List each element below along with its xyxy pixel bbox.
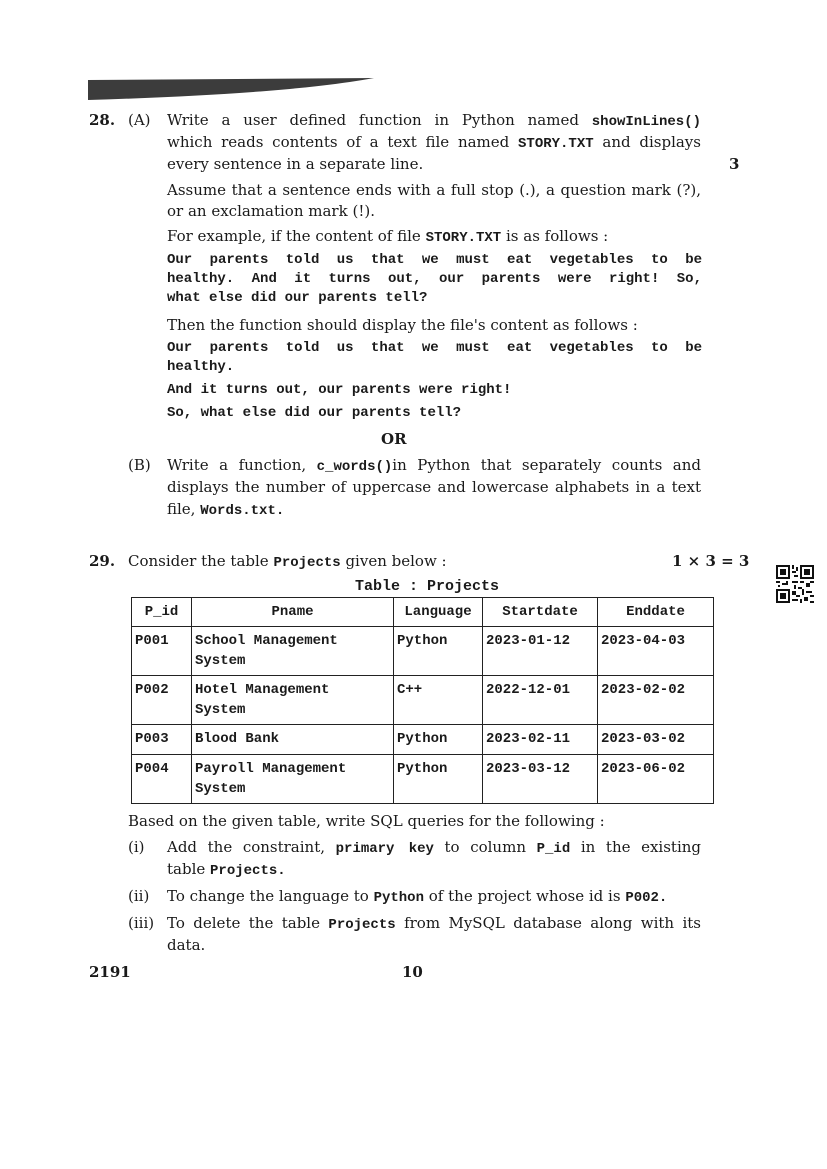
q28-a-line3: every sentence in a separate line. <box>167 155 424 173</box>
q29-iii-line1: To delete the table Projects from MySQL database along with its <box>167 914 701 933</box>
q28-assume-line2: or an exclamation mark (!). <box>167 202 375 220</box>
q29-number: 29. <box>89 552 116 570</box>
cell-language: Python <box>394 627 483 676</box>
cell-pid: P001 <box>132 627 192 676</box>
cell-enddate: 2023-03-02 <box>598 725 714 755</box>
q28-or: OR <box>381 430 407 448</box>
q28-content-line3: what else did our parents tell? <box>167 290 428 306</box>
cell-language: Python <box>394 755 483 804</box>
cell-enddate: 2023-04-03 <box>598 627 714 676</box>
q28-b-line1: Write a function, c_words()in Python that separately counts and <box>167 456 701 475</box>
table-row <box>132 755 714 804</box>
cell-language: Python <box>394 725 483 755</box>
q28-example-intro: For example, if the content of file STORY.TXT is as follows : <box>167 227 609 246</box>
header-bar <box>88 76 378 102</box>
q28-output1-line1: Our parents told us that we must eat vegetables to be <box>167 340 702 356</box>
q28-a-line2: which reads contents of a text file named STORY.TXT and displays <box>167 133 701 152</box>
q28-output3: So, what else did our parents tell? <box>167 405 462 421</box>
table-caption: Table : Projects <box>355 578 500 595</box>
table-row <box>132 725 714 755</box>
q29-ii-line: To change the language to Python of the project whose id is P002. <box>167 887 668 906</box>
footer-code: 2191 <box>89 963 131 981</box>
table-row <box>132 627 714 676</box>
q28-a-label: (A) <box>128 111 151 129</box>
q28-number: 28. <box>89 111 116 129</box>
cell-language: C++ <box>394 676 483 725</box>
qr-code-icon <box>776 565 814 603</box>
q29-i-label: (i) <box>128 838 145 856</box>
col-header-enddate: Enddate <box>598 598 714 627</box>
table-row <box>132 676 714 725</box>
cell-startdate: 2023-01-12 <box>483 627 598 676</box>
cell-startdate: 2023-03-12 <box>483 755 598 804</box>
q28-output1-line2: healthy. <box>167 359 235 375</box>
q28-assume-line1: Assume that a sentence ends with a full stop (.), a question mark (?), <box>167 181 701 199</box>
cell-enddate: 2023-02-02 <box>598 676 714 725</box>
cell-startdate: 2022-12-01 <box>483 676 598 725</box>
col-header-language: Language <box>394 598 483 627</box>
col-header-startdate: Startdate <box>483 598 598 627</box>
q28-content-line2: healthy. And it turns out, our parents were right! So, <box>167 271 702 287</box>
cell-enddate: 2023-06-02 <box>598 755 714 804</box>
fn-c-words: c_words() <box>316 459 393 475</box>
col-header-pid: P_id <box>132 598 192 627</box>
page-number: 10 <box>402 963 423 981</box>
q29-intro: Consider the table Projects given below : <box>128 552 447 571</box>
cell-pid: P003 <box>132 725 192 755</box>
cell-startdate: 2023-02-11 <box>483 725 598 755</box>
q28-a-line1: Write a user defined function in Python named showInLines() <box>167 111 701 130</box>
q28-b-line2: displays the number of uppercase and lowercase alphabets in a text <box>167 478 701 496</box>
q29-based-on: Based on the given table, write SQL queries for the following : <box>128 812 605 830</box>
cell-pname: Blood Bank <box>192 725 394 755</box>
q29-i-line2: table Projects. <box>167 860 286 879</box>
cell-pname: Hotel Management System <box>192 676 394 725</box>
projects-table <box>131 597 714 804</box>
q29-ii-label: (ii) <box>128 887 150 905</box>
q29-i-line1: Add the constraint, primary key to column P_id in the existing <box>167 838 702 857</box>
cell-pname: Payroll Management System <box>192 755 394 804</box>
col-header-pname: Pname <box>192 598 394 627</box>
cell-pid: P004 <box>132 755 192 804</box>
table-header-row <box>132 598 714 627</box>
q28-b-label: (B) <box>128 456 151 474</box>
q28-b-line3: file, Words.txt. <box>167 500 285 519</box>
q28-then-text: Then the function should display the file's content as follows : <box>167 316 638 334</box>
q28-output2: And it turns out, our parents were right! <box>167 382 512 398</box>
q29-marks: 1 × 3 = 3 <box>672 552 750 570</box>
q29-iii-line2: data. <box>167 936 206 954</box>
q28-marks: 3 <box>729 155 740 173</box>
q29-iii-label: (iii) <box>128 914 155 932</box>
cell-pid: P002 <box>132 676 192 725</box>
cell-pname: School Management System <box>192 627 394 676</box>
q28-content-line1: Our parents told us that we must eat vegetables to be <box>167 252 702 268</box>
fn-showinlines: showInLines() <box>591 114 701 130</box>
